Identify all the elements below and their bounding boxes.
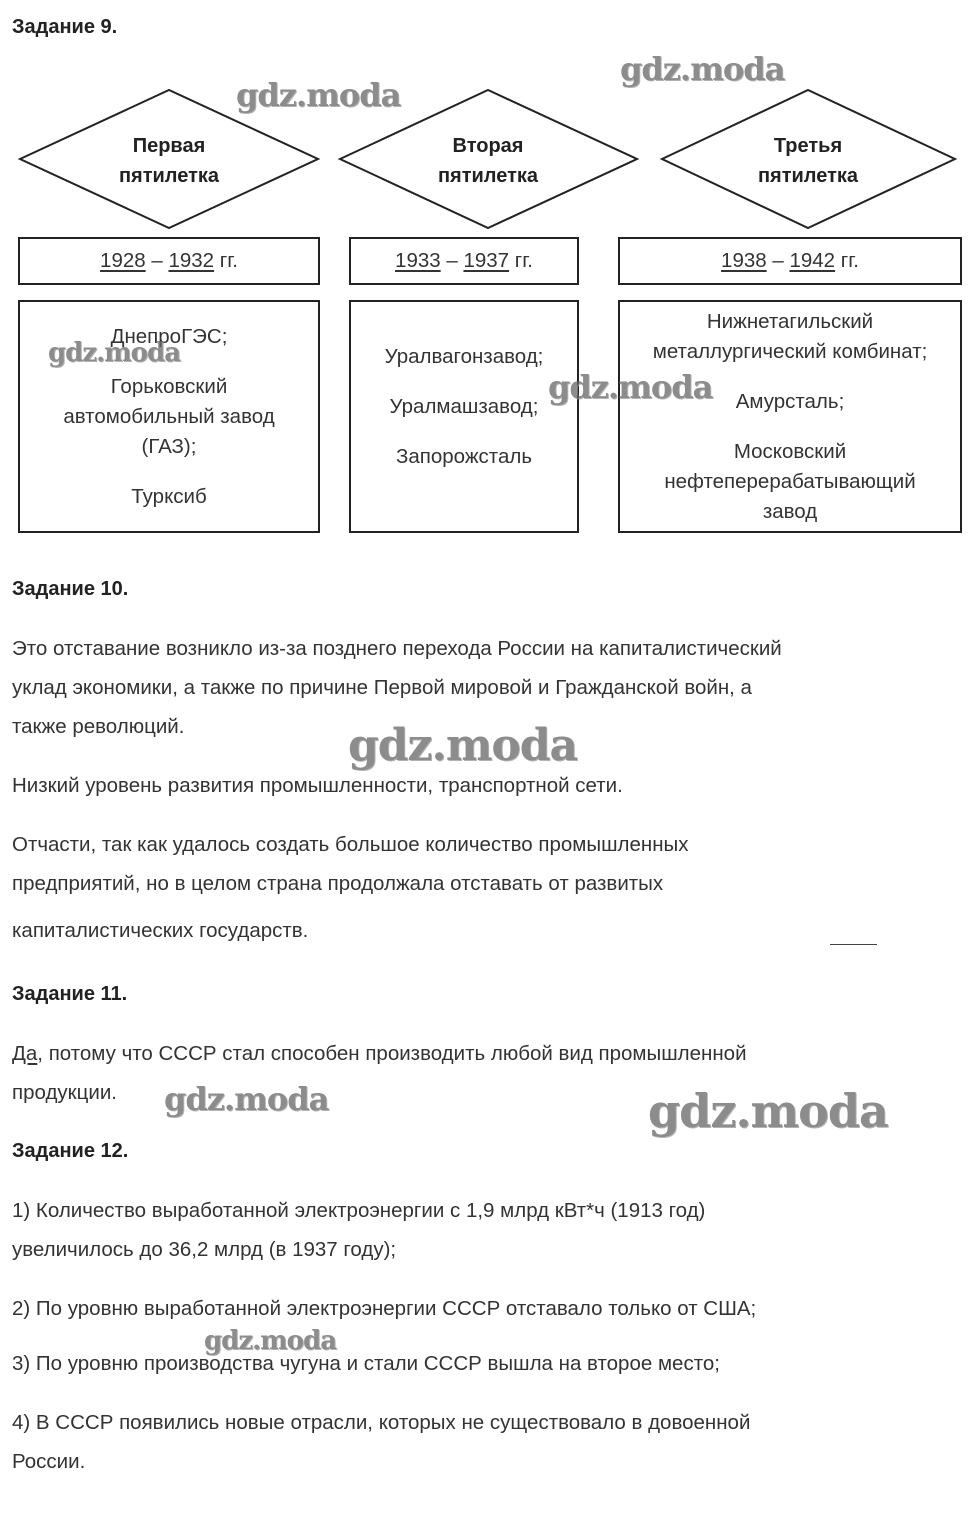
year-start: 1928 <box>100 249 146 272</box>
project-item: Московский <box>733 439 847 463</box>
task10-line: Низкий уровень развития промышленности, транспортной сети. <box>12 774 623 797</box>
year-suffix: гг. <box>840 249 859 272</box>
plan-title-line: Вторая <box>452 135 524 157</box>
watermark: gdz.moda <box>204 1326 337 1356</box>
task11-heading: Задание 11. <box>12 983 128 1005</box>
project-item: ДнепроГЭС; <box>110 324 228 348</box>
task12-line: России. <box>12 1450 86 1473</box>
task9-heading: Задание 9. <box>12 16 118 38</box>
task11-line <box>12 1042 747 1066</box>
project-item: Нижнетагильский <box>706 309 874 333</box>
plan-2-projects <box>349 300 579 533</box>
plan-title-line: Первая <box>132 135 206 157</box>
project-item: Амурсталь; <box>735 389 845 413</box>
project-item: нефтеперерабатывающий <box>664 469 916 493</box>
task10-line: капиталистических государств. <box>12 919 309 942</box>
watermark: gdz.moda <box>236 76 401 114</box>
year-suffix: гг. <box>514 249 533 272</box>
task10-line: Отчасти, так как удалось создать большое количество промышленных <box>12 833 689 856</box>
task10-line: Это отставание возникло из-за позднего перехода России на капиталистический <box>12 637 782 660</box>
project-item: автомобильный завод <box>63 404 275 428</box>
year-end: 1942 <box>789 249 836 272</box>
divider-line <box>830 944 877 945</box>
dash: – <box>446 249 458 272</box>
plan-1-title <box>69 131 269 191</box>
task10-line: также революций. <box>12 715 185 738</box>
dash: – <box>772 249 784 272</box>
plan-3-title <box>708 131 908 191</box>
plan-title-line: Третья <box>773 135 843 157</box>
watermark: gdz.moda <box>48 338 181 368</box>
task10-line: уклад экономики, а также по причине Первой мировой и Гражданской войн, а <box>12 676 752 699</box>
project-item: завод <box>762 499 818 523</box>
plan-3-projects <box>618 300 962 533</box>
watermark: gdz.moda <box>648 1084 888 1138</box>
project-item: Уралмашзавод; <box>389 395 539 418</box>
watermark: gdz.moda <box>164 1080 329 1118</box>
task12-line: 1) Количество выработанной электроэнергии с 1,9 млрд кВт*ч (1913 год) <box>12 1199 706 1222</box>
project-item: Уралвагонзавод; <box>384 345 544 368</box>
plan-1-projects <box>18 300 320 533</box>
task12-line: 4) В СССР появились новые отрасли, которых не существовало в довоенной <box>12 1411 751 1434</box>
answer-text: , потому что СССР стал способен производить любой вид промышленной <box>37 1042 747 1065</box>
task10-heading: Задание 10. <box>12 578 129 600</box>
task12-line: увеличилось до 36,2 млрд (в 1937 году); <box>12 1238 397 1261</box>
project-item: Горьковский <box>110 374 228 398</box>
plan-2-years <box>349 237 579 285</box>
task10-line: предприятий, но в целом страна продолжала отставать от развитых <box>12 872 664 895</box>
plan-2-title <box>388 131 588 191</box>
plan-title-line: пятилетка <box>757 165 859 187</box>
year-end: 1932 <box>168 249 215 272</box>
plan-1-years <box>18 237 320 285</box>
project-item: Запорожсталь <box>395 445 533 468</box>
watermark: gdz.moda <box>620 50 785 88</box>
year-suffix: гг. <box>219 249 238 272</box>
project-item: Турксиб <box>131 484 207 508</box>
year-end: 1937 <box>463 249 510 272</box>
dash: – <box>151 249 163 272</box>
year-start: 1938 <box>721 249 767 272</box>
project-item: (ГАЗ); <box>141 434 197 458</box>
watermark: gdz.moda <box>348 720 578 771</box>
plan-title-line: пятилетка <box>118 165 220 187</box>
plan-title-line: пятилетка <box>437 165 539 187</box>
task12-heading: Задание 12. <box>12 1140 129 1162</box>
task12-line: 3) По уровню производства чугуна и стали СССР вышла на второе место; <box>12 1352 720 1375</box>
answer-word: Да <box>12 1042 38 1065</box>
task12-line: 2) По уровню выработанной электроэнергии СССР отставало только от США; <box>12 1297 757 1320</box>
plan-3-years <box>618 237 962 285</box>
watermark: gdz.moda <box>548 368 713 406</box>
year-start: 1933 <box>395 249 441 272</box>
project-item: металлургический комбинат; <box>652 339 928 363</box>
task11-line: продукции. <box>12 1081 117 1104</box>
